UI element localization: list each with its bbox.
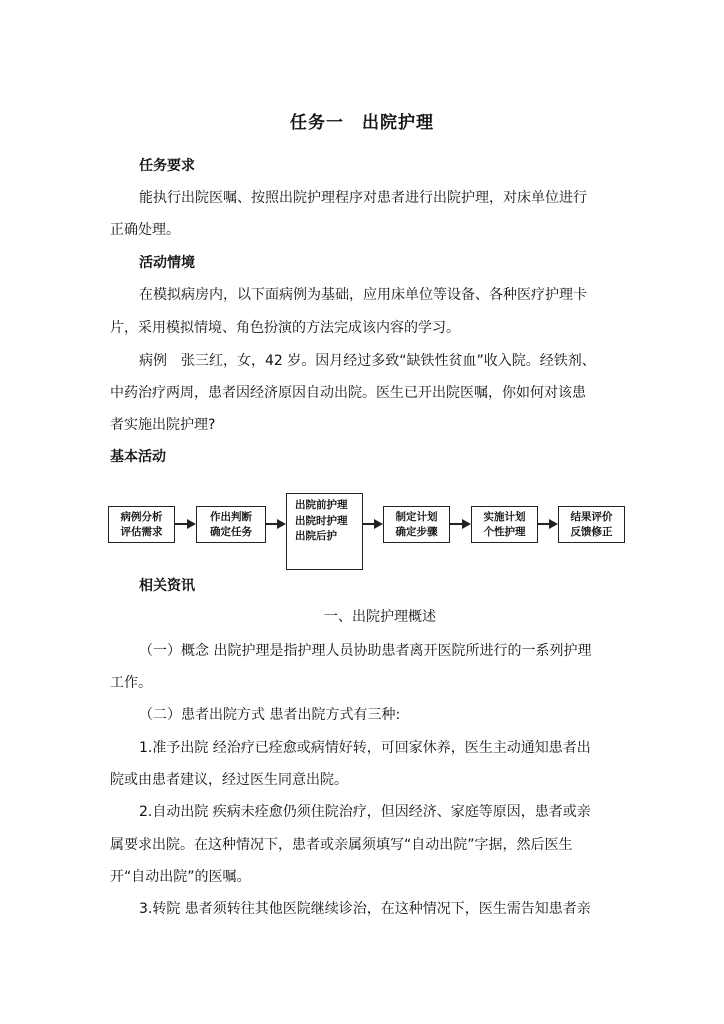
flow-step-line: 出院时护理 — [295, 514, 348, 527]
flow-step-plan — [383, 506, 450, 543]
flow-step-line: 病例分析 — [120, 510, 163, 523]
discharge-methods-intro: （二）患者出院方式 患者出院方式有三种: — [139, 707, 401, 723]
case-paragraph-line1: 病例 张三红，女，42 岁。因月经过多致“缺铁性贫血”收入院。经铁剂、 — [139, 353, 596, 369]
page-title: 任务一 出院护理 — [290, 113, 434, 133]
case-paragraph-line3: 者实施出院护理? — [110, 417, 216, 433]
concept-line1: （一）概念 出院护理是指护理人员协助患者离开医院所进行的一系列护理 — [139, 643, 592, 659]
method2-line2: 属要求出院。在这种情况下，患者或亲属须填写“自动出院”字据，然后医生 — [110, 837, 573, 853]
flow-step-line: 评估需求 — [120, 525, 163, 538]
flow-step-judgment — [196, 506, 266, 543]
method3-line1: 3.转院 患者须转往其他医院继续诊治，在这种情况下，医生需告知患者亲 — [139, 901, 591, 917]
flow-step-line: 个性护理 — [483, 525, 526, 538]
flow-step-line: 确定步骤 — [395, 525, 438, 538]
task-requirement-text-line1: 能执行出院医嘱、按照出院护理程序对患者进行出院护理，对床单位进行 — [139, 190, 587, 206]
flow-step-line: 结果评价 — [570, 510, 613, 523]
method2-line3: 开“自动出院”的医嘱。 — [110, 869, 251, 885]
flow-step-line: 反馈修正 — [570, 525, 613, 538]
flow-step-line: 实施计划 — [483, 510, 526, 523]
method2-line1: 2.自动出院 疾病未痊愈仍须住院治疗，但因经济、家庭等原因，患者或亲 — [139, 804, 591, 820]
flow-step-line: 确定任务 — [210, 525, 252, 538]
method1-line1: 1.准予出院 经治疗已痊愈或病情好转，可回家休养，医生主动通知患者出 — [139, 740, 591, 756]
flow-step-line: 制定计划 — [395, 510, 438, 523]
flow-step-implement — [471, 506, 538, 543]
flow-step-discharge-care — [286, 493, 363, 570]
task-requirement-heading: 任务要求 — [139, 158, 195, 174]
scenario-paragraph1-line1: 在模拟病房内，以下面病例为基础，应用床单位等设备、各种医疗护理卡 — [139, 287, 587, 303]
case-paragraph-line2: 中药治疗两周，患者因经济原因自动出院。医生已开出院医嘱，你如何对该患 — [110, 385, 586, 401]
flow-step-line: 作出判断 — [210, 510, 252, 523]
method1-line2: 院或由患者建议，经过医生同意出院。 — [110, 772, 348, 788]
task-requirement-text-line2: 正确处理。 — [110, 222, 180, 238]
flow-step-evaluate — [558, 506, 625, 543]
concept-line2: 工作。 — [110, 675, 152, 691]
scenario-paragraph1-line2: 片，采用模拟情境、角色扮演的方法完成该内容的学习。 — [110, 320, 460, 336]
flow-step-case-analysis — [108, 506, 175, 543]
section-title-overview: 一、出院护理概述 — [324, 609, 436, 625]
flow-step-line: 出院后护 — [295, 530, 337, 542]
activity-scenario-heading: 活动情境 — [139, 255, 195, 271]
related-info-heading: 相关资讯 — [139, 578, 195, 594]
flow-step-line: 出院前护理 — [295, 499, 348, 511]
basic-activity-heading: 基本活动 — [110, 449, 166, 465]
